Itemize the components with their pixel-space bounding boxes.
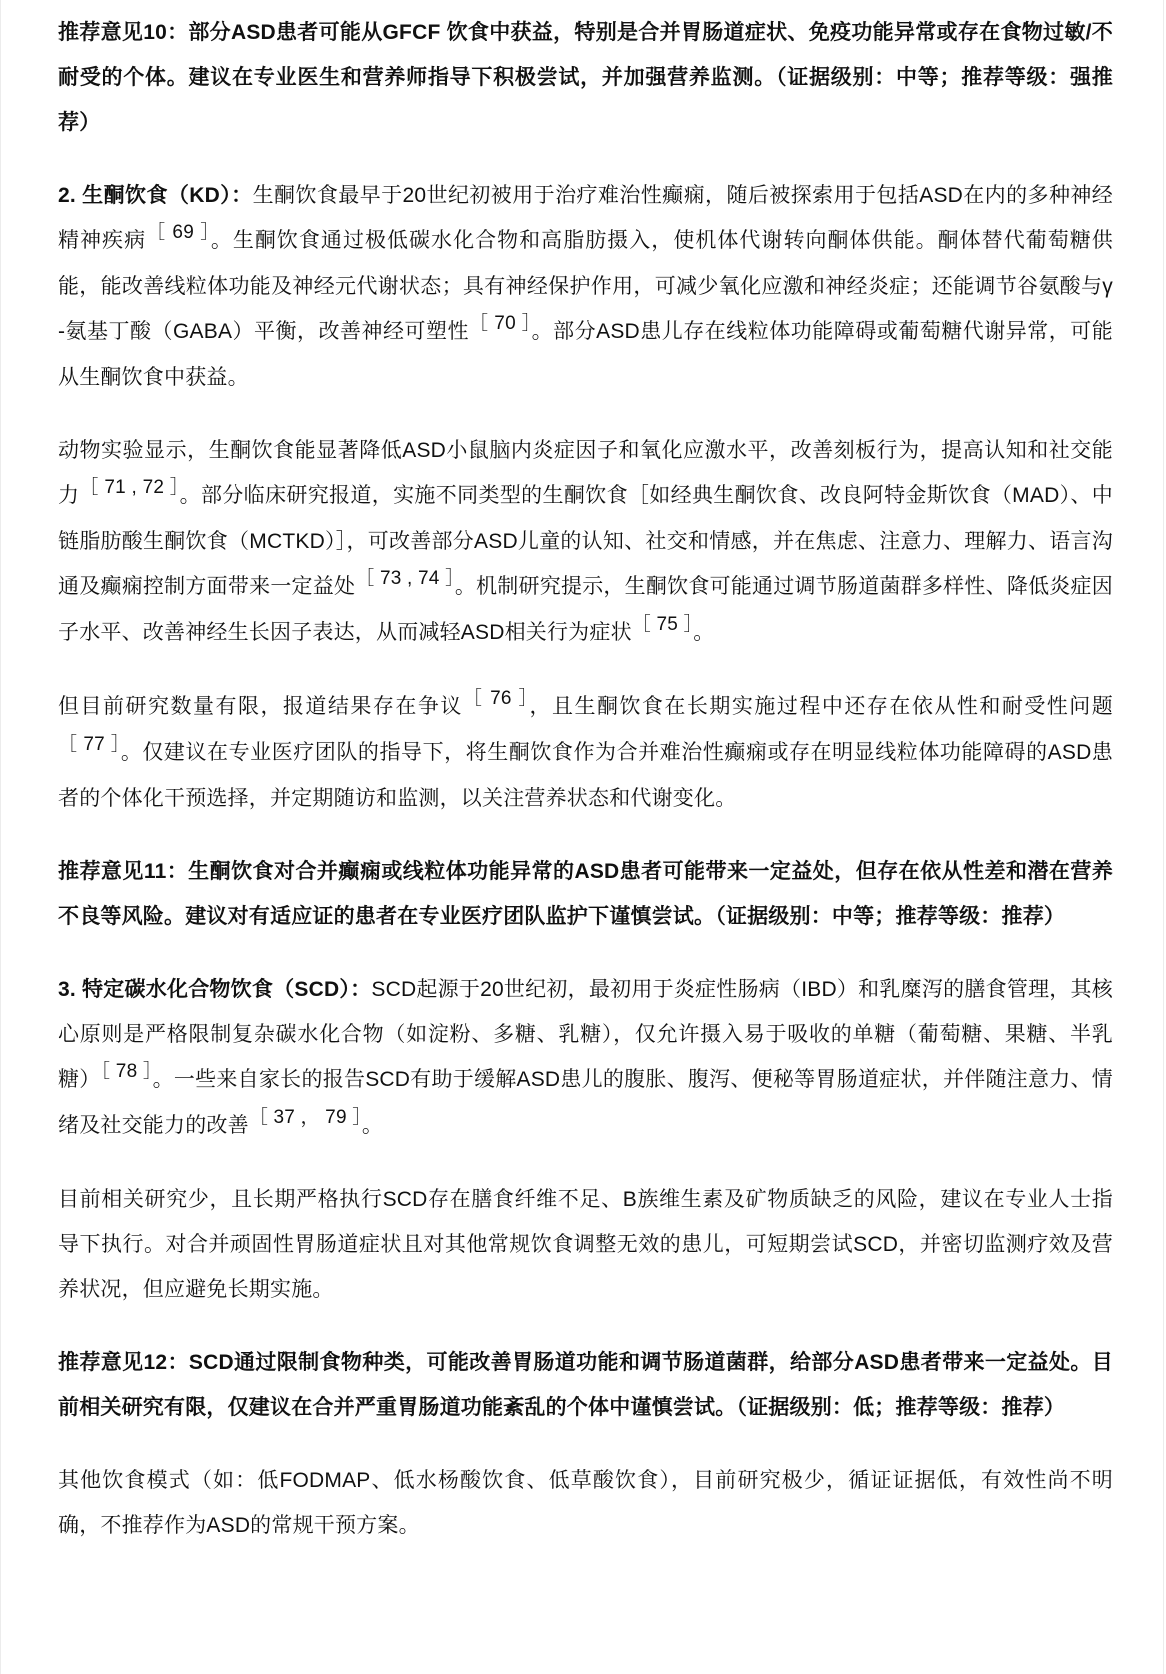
citation-ref: ［ 75 ］ xyxy=(631,614,694,635)
text-run: 。仅建议在专业医疗团队的指导下，将生酮饮食作为合并难治性癫痫或存在明显线粒体功能障碍的ASD患者的个体化干预选择，并定期随访和监测，以关注营养状态和代谢变化。 xyxy=(58,741,1113,810)
text-run: 。 xyxy=(361,1114,384,1137)
paragraph-recommendation-11 xyxy=(58,849,1113,939)
text-run: 其他饮食模式（如：低FODMAP、低水杨酸饮食、低草酸饮食），目前研究极少，循证证据低，有效性尚不明确，不推荐作为ASD的常规干预方案。 xyxy=(58,1469,1113,1537)
paragraph-recommendation-12 xyxy=(58,1340,1113,1430)
text-run: 推荐意见10：部分ASD患者可能从GFCF 饮食中获益，特别是合并胃肠道症状、免疫功能异常或存在食物过敏/不耐受的个体。建议在专业医生和营养师指导下积极尝试，并加强营养监测。（证据级别：中等；推荐等级：强推荐） xyxy=(58,21,1113,134)
citation-ref: ［ 70 ］ xyxy=(469,313,532,334)
text-run: 2. 生酮饮食（KD）： xyxy=(58,184,253,207)
text-run: 推荐意见11：生酮饮食对合并癫痫或线粒体功能异常的ASD患者可能带来一定益处，但存在依从性差和潜在营养不良等风险。建议对有适应证的患者在专业医疗团队监护下谨慎尝试。（证据级别：中等；推荐等级：推荐） xyxy=(58,860,1113,928)
citation-ref: ［ 73 , 74 ］ xyxy=(355,568,455,589)
text-run: 但目前研究数量有限，报道结果存在争议 xyxy=(58,695,463,718)
citation-ref: ［ 76 ］ xyxy=(462,688,530,709)
citation-ref: ［ 77 ］ xyxy=(58,734,121,755)
text-run: 。生酮饮食通过极低碳水化合物和高脂肪摄入，使机体代谢转向酮体供能。酮体替代葡萄糖供能，能改善线粒体功能及神经元代谢状态；具有神经保护作用，可减少氧化应激和神经炎症；还能调节谷氨酸与γ-氨基丁酸（GABA）平衡，改善神经可塑性 xyxy=(58,229,1113,343)
text-run: 生酮饮食最早于20世纪初被用于治疗难治性癫痫，随后被探索用于包括ASD在内的多种神经精神疾病 xyxy=(58,184,1113,252)
text-run: SCD起源于20世纪初，最初用于炎症性肠病（IBD）和乳糜泻的膳食管理，其核心原则是严格限制复杂碳水化合物（如淀粉、多糖、乳糖），仅允许摄入易于吸收的单糖（葡萄糖、果糖、半乳糖） xyxy=(58,978,1113,1091)
text-run: ，且生酮饮食在长期实施过程中还存在依从性和耐受性问题 xyxy=(529,695,1113,718)
text-run: 目前相关研究少，且长期严格执行SCD存在膳食纤维不足、B族维生素及矿物质缺乏的风险，建议在专业人士指导下执行。对合并顽固性胃肠道症状且对其他常规饮食调整无效的患儿，可短期尝试SCD，并密切监测疗效及营养状况，但应避免长期实施。 xyxy=(58,1188,1113,1301)
text-run: 。部分ASD患儿存在线粒体功能障碍或葡萄糖代谢异常，可能从生酮饮食中获益。 xyxy=(58,320,1113,389)
paragraph-section-3-scd-diet xyxy=(58,967,1113,1149)
citation-ref: ［ 37 ， 79 ］ xyxy=(248,1107,362,1128)
text-run: 推荐意见12：SCD通过限制食物种类，可能改善胃肠道功能和调节肠道菌群，给部分ASD患者带来一定益处。目前相关研究有限，仅建议在合并严重胃肠道功能紊乱的个体中谨慎尝试。（证据级别：低；推荐等级：推荐） xyxy=(58,1351,1113,1419)
citation-ref: ［ 78 ］ xyxy=(100,1061,153,1082)
text-run: 动物实验显示，生酮饮食能显著降低ASD小鼠脑内炎症因子和氧化应激水平，改善刻板行为，提高认知和社交能力 xyxy=(58,439,1113,507)
paragraph-scd-diet-limitations xyxy=(58,1177,1113,1312)
document-body xyxy=(58,10,1113,1548)
paragraph-other-diet-patterns xyxy=(58,1458,1113,1548)
citation-ref: ［ 69 ］ xyxy=(146,222,211,243)
paragraph-ketogenic-diet-limitations xyxy=(58,684,1113,821)
text-run: 。一些来自家长的报告SCD有助于缓解ASD患儿的腹胀、腹泻、便秘等胃肠道症状，并伴随注意力、情绪及社交能力的改善 xyxy=(58,1068,1113,1137)
citation-ref: ［ 71 , 72 ］ xyxy=(79,477,180,498)
text-run: 3. 特定碳水化合物饮食（SCD）： xyxy=(58,978,372,1001)
paragraph-ketogenic-diet-evidence xyxy=(58,428,1113,656)
paragraph-section-2-ketogenic-diet xyxy=(58,173,1113,400)
text-run: 。 xyxy=(693,621,715,644)
text-run: 。部分临床研究报道，实施不同类型的生酮饮食［如经典生酮饮食、改良阿特金斯饮食（MAD）、中链脂肪酸生酮饮食（MCTKD）］，可改善部分ASD儿童的认知、社交和情感，并在焦虑、注意力、理解力、语言沟通及癫痫控制方面带来一定益处 xyxy=(58,484,1113,598)
paragraph-recommendation-10 xyxy=(58,10,1113,145)
text-run: 。机制研究提示，生酮饮食可能通过调节肠道菌群多样性、降低炎症因子水平、改善神经生长因子表达，从而减轻ASD相关行为症状 xyxy=(58,575,1113,644)
